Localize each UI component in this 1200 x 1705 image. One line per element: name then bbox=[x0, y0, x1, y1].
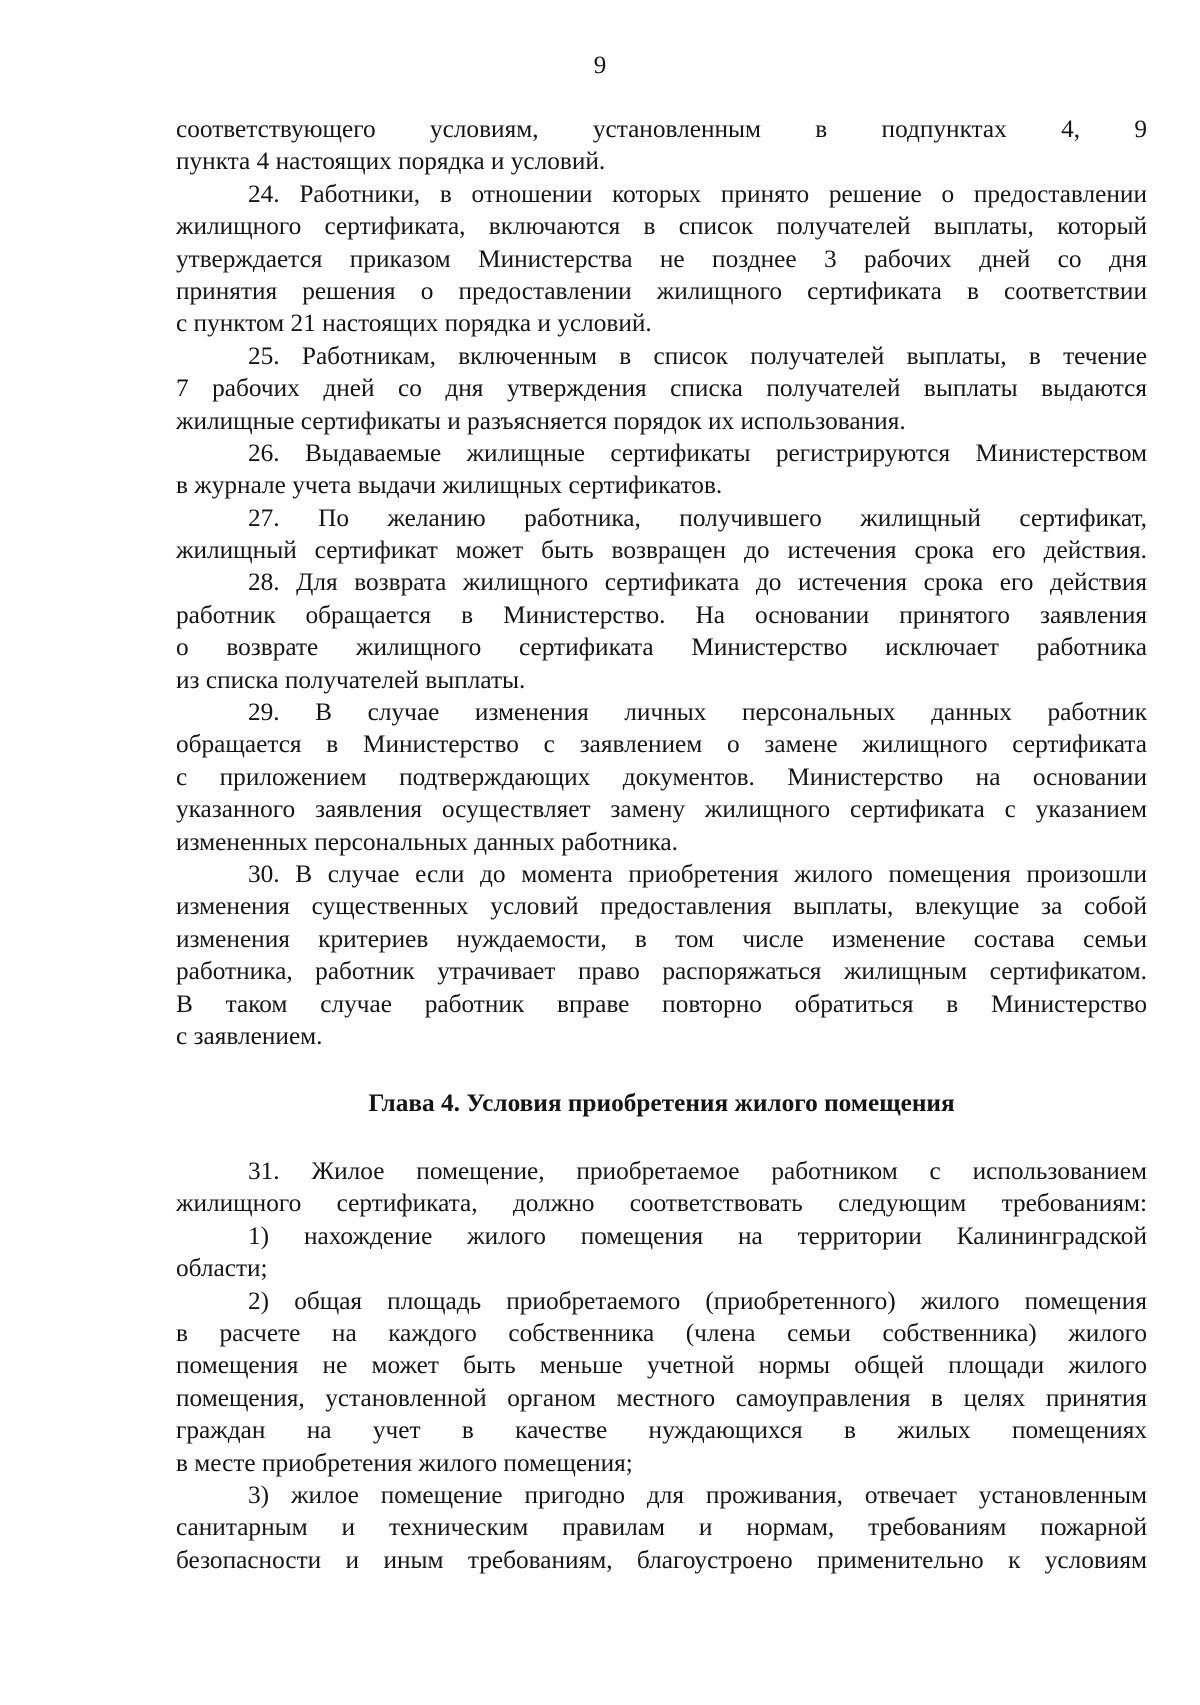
text-line: жилищный сертификат может быть возвращен до истечения срока его действия. bbox=[176, 536, 1147, 565]
text-line: 24. Работники, в отношении которых принято решение о предоставлении bbox=[248, 179, 1147, 208]
text-line: с приложением подтверждающих документов. Министерство на основании bbox=[176, 762, 1147, 791]
text-line: о возврате жилищного сертификата Министерство исключает работника bbox=[176, 633, 1147, 662]
text-line: жилищного сертификата, включаются в список получателей выплаты, который bbox=[176, 212, 1147, 241]
text-line: измененных персональных данных работника. bbox=[176, 827, 678, 856]
text-line: изменения критериев нуждаемости, в том числе изменение состава семьи bbox=[176, 924, 1147, 953]
text-line: принятия решения о предоставлении жилищного сертификата в соответствии bbox=[176, 276, 1147, 305]
text-line: помещения, установленной органом местного самоуправления в целях принятия bbox=[176, 1383, 1147, 1412]
text-line: санитарным и техническим правилам и нормам, требованиям пожарной bbox=[176, 1513, 1147, 1542]
text-line: в месте приобретения жилого помещения; bbox=[176, 1448, 633, 1477]
text-line: с пунктом 21 настоящих порядка и условий. bbox=[176, 309, 652, 338]
text-line: с заявлением. bbox=[176, 1021, 323, 1050]
text-line: 28. Для возврата жилищного сертификата до истечения срока его действия bbox=[248, 568, 1147, 597]
text-line: в расчете на каждого собственника (члена семьи собственника) жилого bbox=[176, 1318, 1147, 1347]
text-line: 26. Выдаваемые жилищные сертификаты регистрируются Министерством bbox=[248, 438, 1147, 467]
text-line: обращается в Министерство с заявлением о замене жилищного сертификата bbox=[176, 730, 1147, 759]
text-line: утверждается приказом Министерства не позднее 3 рабочих дней со дня bbox=[176, 244, 1147, 273]
text-line: помещения не может быть меньше учетной нормы общей площади жилого bbox=[176, 1351, 1147, 1380]
text-line: в журнале учета выдачи жилищных сертификатов. bbox=[176, 471, 723, 500]
page-number: 9 bbox=[593, 52, 607, 79]
text-line: граждан на учет в качестве нуждающихся в жилых помещениях bbox=[176, 1416, 1147, 1445]
text-line: В таком случае работник вправе повторно обратиться в Министерство bbox=[176, 989, 1147, 1018]
text-line: 1) нахождение жилого помещения на территории Калининградской bbox=[248, 1221, 1147, 1250]
text-line: пункта 4 настоящих порядка и условий. bbox=[176, 147, 606, 176]
text-line: безопасности и иным требованиям, благоустроено применительно к условиям bbox=[176, 1545, 1147, 1574]
text-line: 25. Работникам, включенным в список получателей выплаты, в течение bbox=[248, 341, 1147, 370]
chapter-heading: Глава 4. Условия приобретения жилого помещения bbox=[368, 1089, 955, 1117]
text-block-paragraph-31 bbox=[176, 1155, 1147, 1576]
text-line: указанного заявления осуществляет замену жилищного сертификата с указанием bbox=[176, 795, 1147, 824]
text-line: жилищного сертификата, должно соответствовать следующим требованиям: bbox=[176, 1189, 1147, 1218]
text-line: 7 рабочих дней со дня утверждения списка получателей выплаты выдаются bbox=[176, 374, 1147, 403]
text-line: изменения существенных условий предоставления выплаты, влекущие за собой bbox=[176, 892, 1147, 921]
text-line: 30. В случае если до момента приобретения жилого помещения произошли bbox=[248, 859, 1147, 888]
text-line: 27. По желанию работника, получившего жилищный сертификат, bbox=[248, 503, 1147, 532]
text-line: 31. Жилое помещение, приобретаемое работником с использованием bbox=[248, 1157, 1147, 1185]
text-line: работника, работник утрачивает право распоряжаться жилищным сертификатом. bbox=[176, 957, 1147, 986]
text-line: из списка получателей выплаты. bbox=[176, 665, 526, 694]
text-line: 29. В случае изменения личных персональных данных работник bbox=[248, 698, 1147, 727]
text-line: области; bbox=[176, 1254, 268, 1283]
text-line: работник обращается в Министерство. На основании принятого заявления bbox=[176, 600, 1147, 629]
text-line: 3) жилое помещение пригодно для проживания, отвечает установленным bbox=[248, 1480, 1147, 1509]
text-block-paragraphs-24-30 bbox=[176, 113, 1147, 1052]
text-line: соответствующего условиям, установленным в подпунктах 4, 9 bbox=[176, 115, 1147, 143]
text-line: жилищные сертификаты и разъясняется порядок их использования. bbox=[176, 406, 906, 435]
text-line: 2) общая площадь приобретаемого (приобретенного) жилого помещения bbox=[248, 1286, 1147, 1315]
